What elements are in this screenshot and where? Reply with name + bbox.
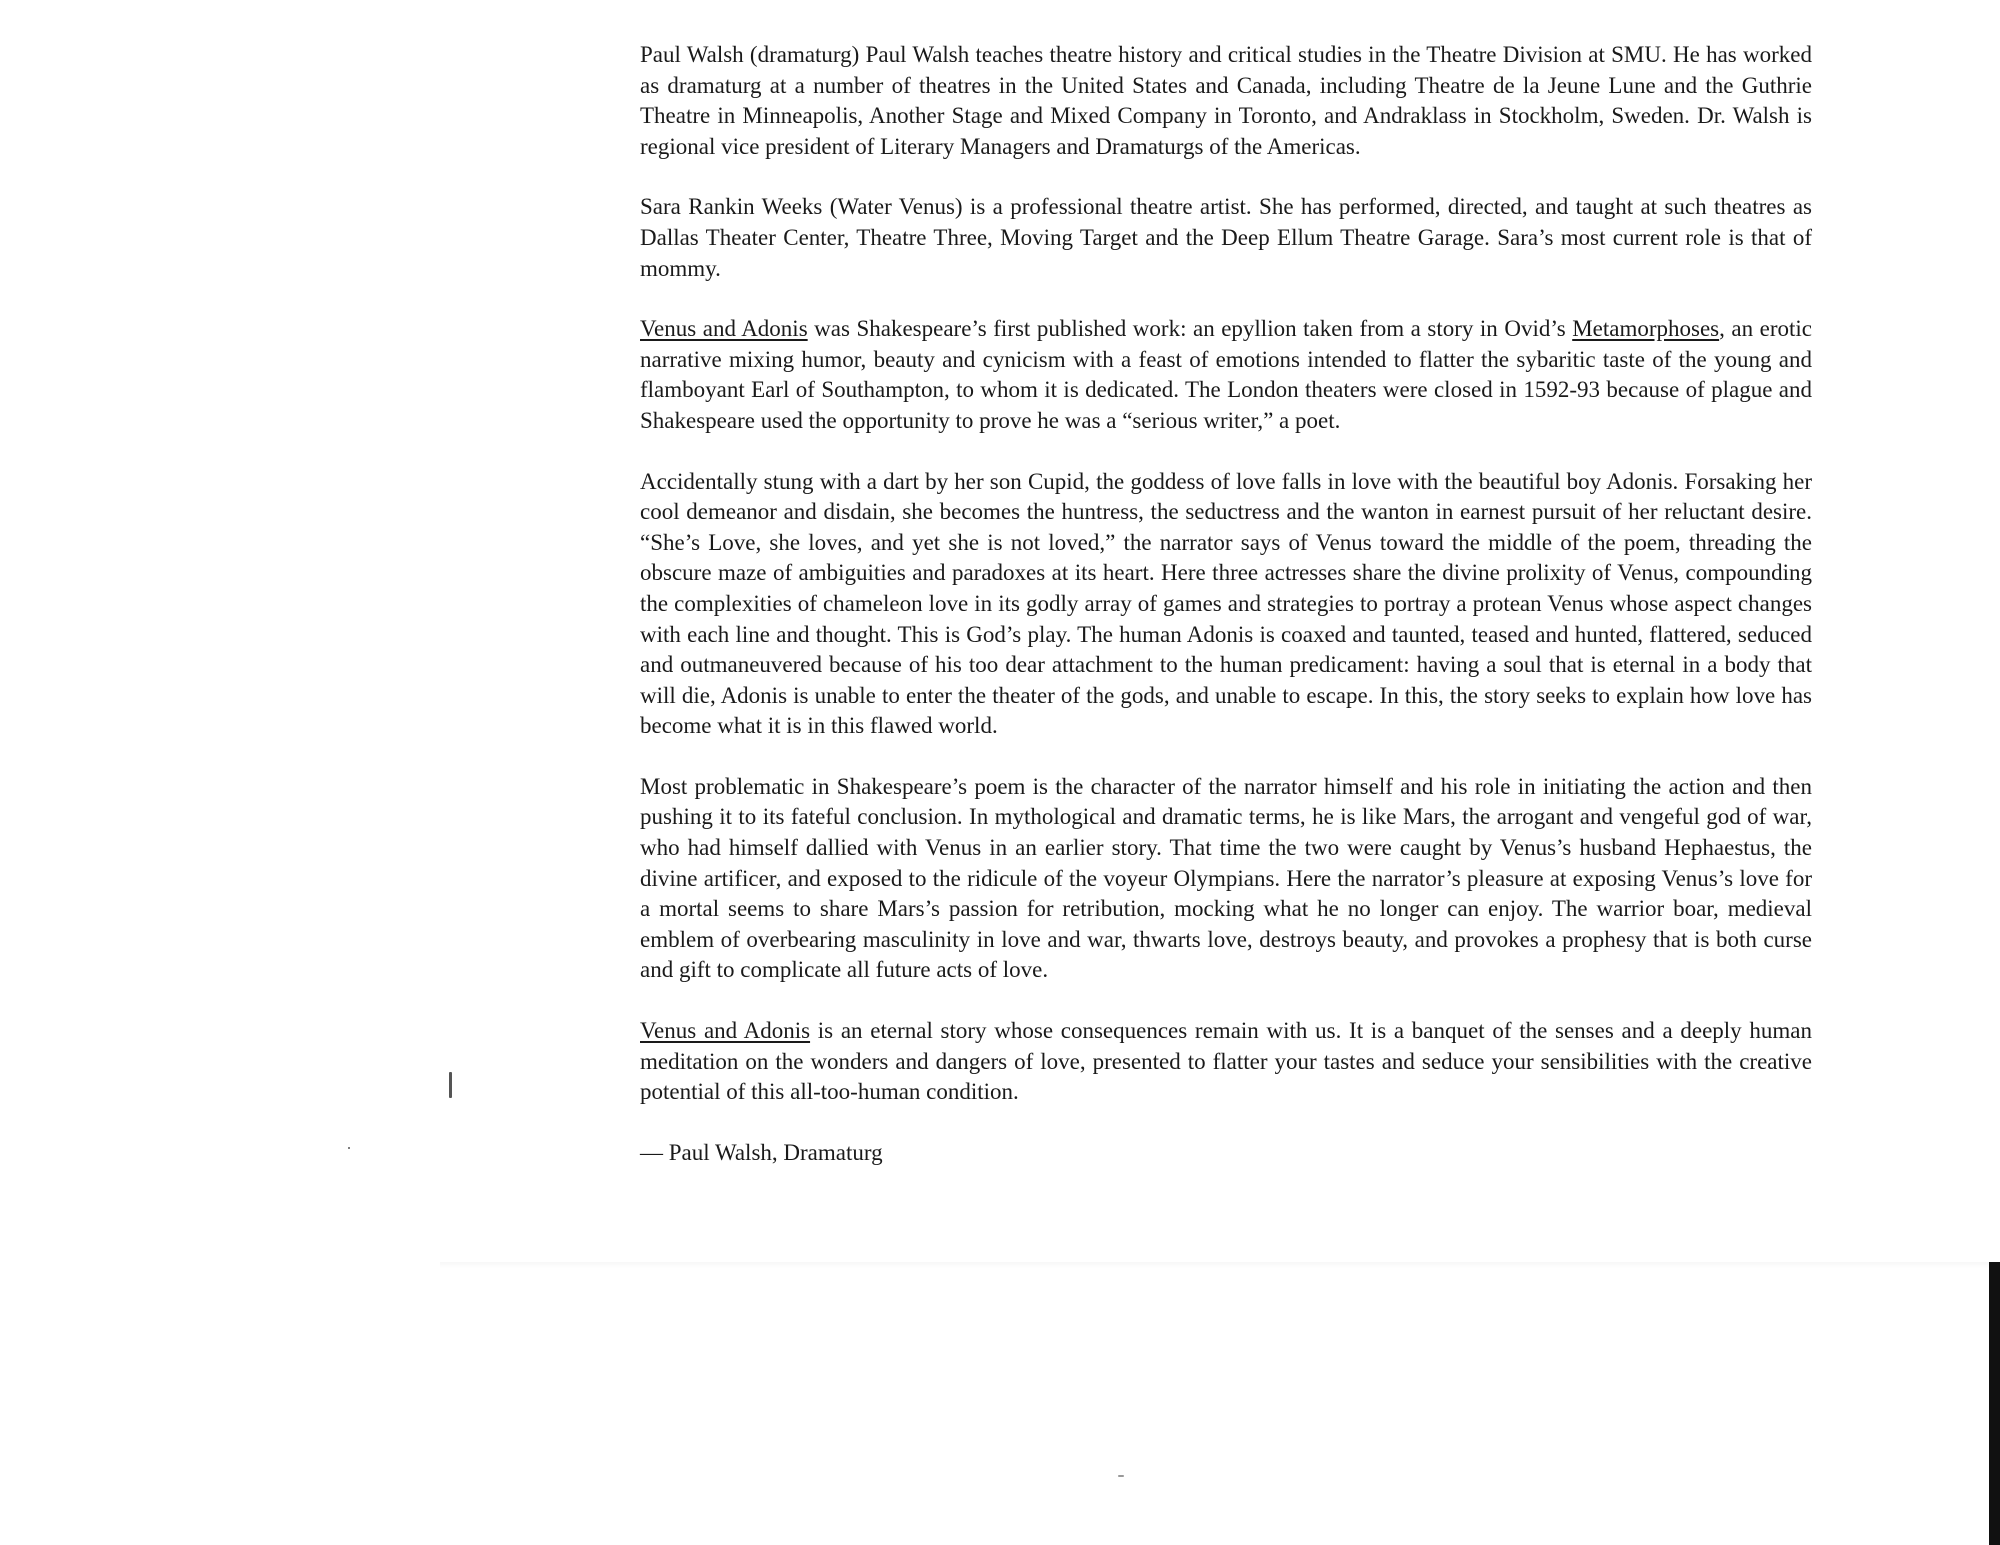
essay-paragraph-2: Accidentally stung with a dart by her son Cupid, the goddess of love falls in love with the beautiful boy Adonis. Forsaking her cool demeanor and disdain, she becomes the huntress, the seductress and the wanton in earnest pursuit of her reluctant desire. “She’s Love, she loves, and yet she is not loved,” the narrator says of Venus toward the middle of the poem, threading the obscure maze of ambiguities and paradoxes at its heart. Here three actresses share the divine prolixity of Venus, compounding the complexities of chameleon love in its godly array of games and strategies to portray a protean Venus whose aspect changes with each line and thought. This is God’s play. The human Adonis is coaxed and taunted, teased and hunted, flattered, seduced and outmaneuvered because of his too dear attachment to the human predicament: having a soul that is eternal in a body that will die, Adonis is unable to enter the theater of the gods, and unable to escape. In this, the story seeks to explain how love has become what it is in this flawed world.	[640, 468, 1812, 739]
bio-sara-rankin-weeks: Sara Rankin Weeks (Water Venus) is a professional theatre artist. She has performed, directed, and taught at such theatres as Dallas Theater Center, Theatre Three, Moving Target and the Deep Ellum Theatre Garage. Sara’s most current role is that of mommy.	[640, 194, 1812, 281]
work-title-metamorphoses: Metamorphoses	[1572, 316, 1720, 342]
signature: — Paul Walsh, Dramaturg	[640, 1139, 883, 1165]
poem-title: Venus and Adonis	[640, 1018, 811, 1044]
essay-paragraph-4-text: is an eternal story whose consequences remain with us. It is a banquet of the senses and a deeply human meditation on the wonders and dangers of love, presented to flatter your tastes and seduce your sensibilities with the creative potential of this all-too-human condition.	[640, 1018, 1812, 1105]
essay-paragraph-3: Most problematic in Shakespeare’s poem is the character of the narrator himself and his role in initiating the action and then pushing it to its fateful conclusion. In mythological and dramatic terms, he is like Mars, the arrogant and vengeful god of war, who had himself dallied with Venus in an earlier story. That time the two were caught by Venus’s husband Hephaestus, the divine artificer, and exposed to the ridicule of the voyeur Olympians. Here the narrator’s pleasure at exposing Venus’s love for a mortal seems to share Mars’s passion for retribution, mocking what he no longer can enjoy. The warrior boar, medieval emblem of overbearing masculinity in love and war, thwarts love, destroys beauty, and provokes a prophesy that is both curse and gift to complicate all future acts of love.	[640, 773, 1812, 983]
binding-strip	[1989, 1262, 2000, 1545]
scan-speck	[348, 1147, 350, 1149]
bio-paul-walsh: Paul Walsh (dramaturg) Paul Walsh teaches theatre history and critical studies in the Theatre Division at SMU. He has worked as dramaturg at a number of theatres in the United States and Canada, including Theatre de la Jeune Lune and the Guthrie Theatre in Minneapolis, Another Stage and Mixed Company in Toronto, and Andraklass in Stockholm, Sweden. Dr. Walsh is regional vice president of Literary Managers and Dramaturgs of the Americas.	[640, 42, 1812, 159]
poem-title: Venus and Adonis	[640, 316, 808, 342]
essay-paragraph-1-text-b: , an erotic narrative mixing humor, beauty and cynicism with a feast of emotions intended to flatter the sybaritic taste of the young and flamboyant Earl of Southampton, to whom it is dedicated. The London theaters were closed in 1592-93 because of plague and Shakespeare used the opportunity to prove he was a “serious writer,” a poet.	[640, 316, 1812, 433]
essay-paragraph-1	[640, 314, 1812, 436]
program-notes	[640, 40, 1812, 1198]
essay-paragraph-4	[640, 1016, 1812, 1108]
scan-speck	[449, 1072, 452, 1098]
scan-speck	[1118, 1475, 1124, 1477]
page-edge-shadow	[440, 1262, 2000, 1268]
essay-paragraph-1-text-a: was Shakespeare’s first published work: an epyllion taken from a story in Ovid’s	[807, 316, 1573, 342]
